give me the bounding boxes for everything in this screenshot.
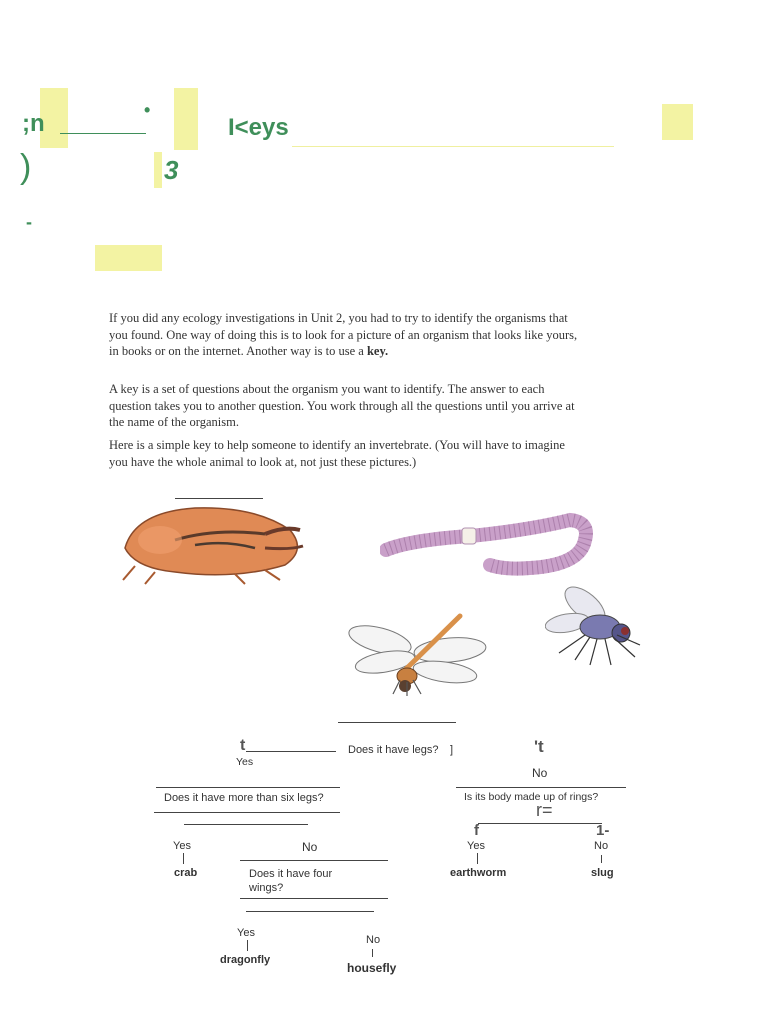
q2-yes-label: Yes: [173, 840, 191, 852]
result-slug: slug: [591, 867, 614, 879]
highlight-block: [154, 152, 162, 188]
result-earthworm: earthworm: [450, 867, 507, 879]
q4-yes-label: Yes: [467, 840, 485, 852]
q3-yes-stem: [247, 940, 248, 951]
intro-paragraph-1: If you did any ecology investigations in Unit 2, you had to try to identify the organisms that you found. One way of doing this is to look for a picture of an organism that looks like yours, in books or on the internet. Another way is to use a key.: [109, 311, 578, 358]
bracket-mark: ]: [450, 744, 454, 756]
page-title: I<eys: [228, 114, 289, 141]
result-crab: crab: [174, 867, 198, 879]
key-top-rule: [338, 722, 456, 723]
result-dragonfly: dragonfly: [220, 954, 271, 966]
q4-branch-rule: [478, 823, 602, 824]
arrow-up-icon: 't: [534, 737, 544, 756]
highlight-block: [662, 104, 693, 140]
crab-illustration: [115, 500, 310, 585]
q3-branch-rule: [246, 911, 374, 912]
q3-no-stem: [372, 949, 373, 957]
result-housefly: housefly: [347, 961, 397, 975]
question-4: Is its body made up of rings?: [464, 791, 599, 803]
question-2: Does it have more than six legs?: [164, 792, 324, 804]
highlight-block: [174, 88, 198, 150]
title-rule: [292, 146, 614, 147]
question-3: Does it have four wings?: [249, 868, 333, 894]
housefly-illustration: [545, 585, 645, 675]
chapter-number: 3: [164, 155, 179, 185]
header-fragment: ;n: [22, 110, 45, 137]
crab-rule: [175, 498, 263, 499]
intro-paragraph-2: A key is a set of questions about the organism you want to identify. The answer to each question takes you to another question. You work through all the questions until you arrive at the name of the organism.: [109, 382, 575, 429]
dot-icon: •: [144, 100, 151, 120]
q4-no-stem: [601, 855, 602, 863]
branch-glyph: r=: [536, 800, 553, 820]
arrow-up-icon: t: [240, 737, 246, 754]
q2-branch-rule: [184, 824, 308, 825]
highlight-block: [95, 245, 162, 271]
q1-no-label: No: [532, 766, 548, 780]
dash-glyph: -: [26, 212, 32, 232]
q4-yes-stem: [477, 853, 478, 864]
header-underline: [60, 133, 146, 134]
connector-line: [246, 751, 336, 752]
q3-yes-label: Yes: [237, 927, 255, 939]
key-term: key.: [366, 344, 389, 358]
q1-yes-label: Yes: [236, 756, 254, 768]
intro-paragraph-3: Here is a simple key to help someone to identify an invertebrate. (You will have to imagine you have the whole animal to look at, not just these pictures.): [109, 438, 565, 469]
q2-bottom-rule: [154, 812, 340, 813]
arrow-up-icon: 1-: [596, 822, 610, 839]
q2-top-rule: [156, 787, 340, 788]
question-1: Does it have legs?: [348, 744, 439, 756]
earthworm-illustration: [380, 510, 595, 580]
q2-yes-stem: [183, 853, 184, 864]
q3-no-label: No: [366, 934, 381, 946]
q2-no-label: No: [302, 840, 318, 854]
q3-top-rule: [240, 860, 388, 861]
q4-no-label: No: [594, 840, 609, 852]
q4-top-rule: [456, 787, 626, 788]
arrow-up-icon: f: [474, 822, 479, 839]
dragonfly-illustration: [345, 610, 490, 700]
paren-glyph: ): [20, 148, 32, 186]
q3-bottom-rule: [240, 898, 388, 899]
